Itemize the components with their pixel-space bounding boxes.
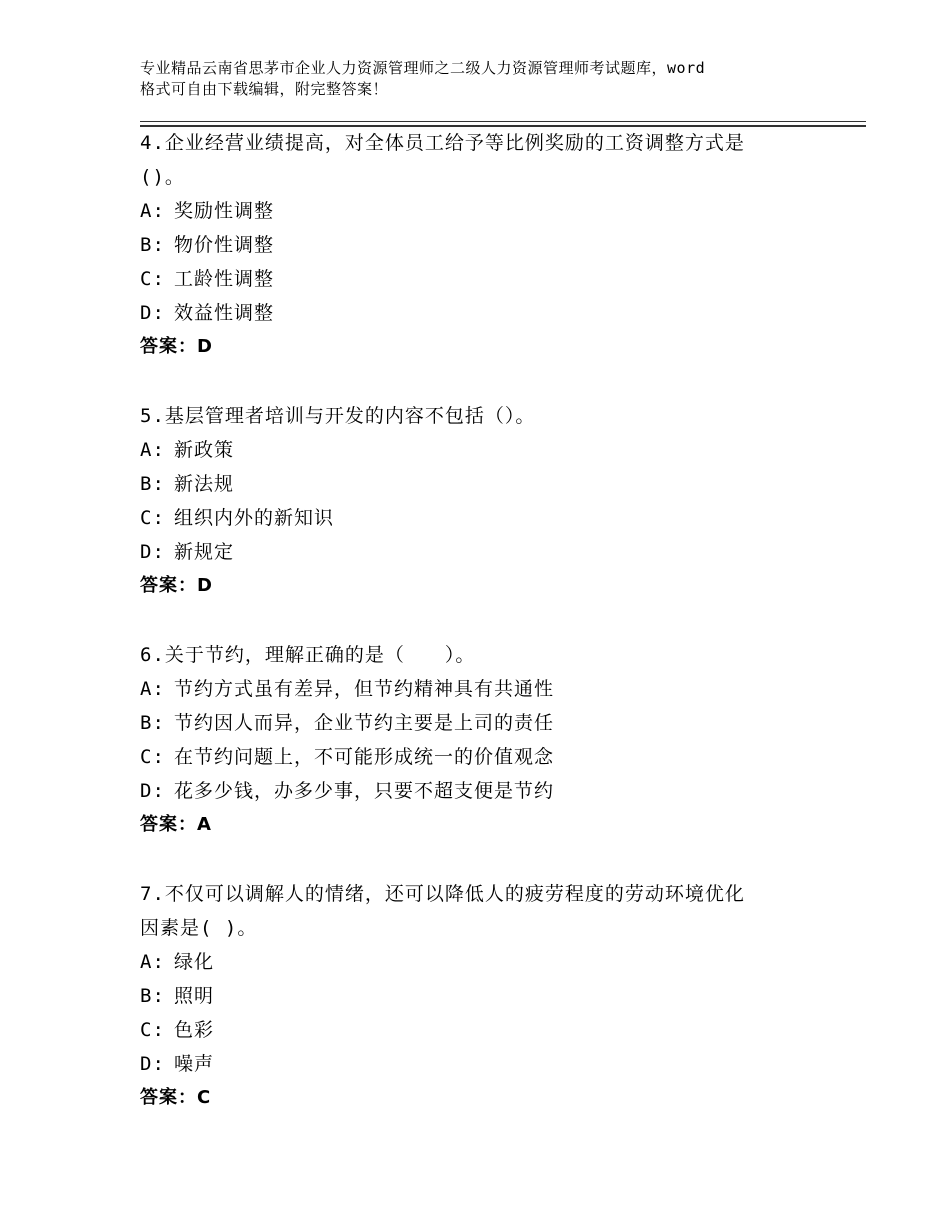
option-text: 物价性调整 <box>174 234 275 256</box>
option-key: C: <box>140 268 165 290</box>
option-d <box>140 774 860 808</box>
option-text: 噪声 <box>174 1053 215 1075</box>
option-text: 照明 <box>174 985 215 1007</box>
option-text: 节约方式虽有差异，但节约精神具有共通性 <box>174 678 555 700</box>
answer-label: 答案：D <box>140 575 213 596</box>
option-key: A: <box>140 200 165 222</box>
option-key: D: <box>140 780 165 802</box>
option-key: C: <box>140 507 165 529</box>
option-c <box>140 501 860 535</box>
option-key: B: <box>140 473 165 495</box>
option-a <box>140 672 860 706</box>
option-text: 色彩 <box>174 1019 215 1041</box>
option-a <box>140 433 860 467</box>
question-block <box>140 877 860 1115</box>
option-text: 节约因人而异，企业节约主要是上司的责任 <box>174 712 555 734</box>
option-text: 效益性调整 <box>174 302 275 324</box>
question-block <box>140 399 860 603</box>
header-line-1: 专业精品云南省思茅市企业人力资源管理师之二级人力资源管理师考试题库，word <box>140 59 706 77</box>
option-text: 花多少钱，办多少事，只要不超支便是节约 <box>174 780 555 802</box>
option-a <box>140 945 860 979</box>
option-a <box>140 194 860 228</box>
answer-label: 答案：A <box>140 814 212 835</box>
option-text: 绿化 <box>174 951 215 973</box>
option-key: D: <box>140 302 165 324</box>
option-text: 工龄性调整 <box>174 268 275 290</box>
option-d <box>140 296 860 330</box>
question-stem-line: 4.企业经营业绩提高，对全体员工给予等比例奖励的工资调整方式是 <box>140 132 745 154</box>
answer-label: 答案：C <box>140 1087 212 1108</box>
option-text: 在节约问题上，不可能形成统一的价值观念 <box>174 746 555 768</box>
header-line-2: 格式可自由下载编辑，附完整答案！ <box>140 80 389 98</box>
option-key: A: <box>140 439 165 461</box>
option-d <box>140 535 860 569</box>
document-header <box>140 58 830 100</box>
option-b <box>140 706 860 740</box>
question-stem-line: 5.基层管理者培训与开发的内容不包括（）。 <box>140 405 536 427</box>
option-key: B: <box>140 234 165 256</box>
option-key: A: <box>140 678 165 700</box>
option-key: D: <box>140 541 165 563</box>
option-key: C: <box>140 746 165 768</box>
option-d <box>140 1047 860 1081</box>
header-divider-thin <box>140 121 866 122</box>
question-stem-line: ()。 <box>140 166 185 188</box>
option-key: A: <box>140 951 165 973</box>
option-b <box>140 228 860 262</box>
option-key: C: <box>140 1019 165 1041</box>
option-key: D: <box>140 1053 165 1075</box>
question-stem-line: 因素是( )。 <box>140 917 258 939</box>
option-b <box>140 467 860 501</box>
option-key: B: <box>140 985 165 1007</box>
question-block <box>140 638 860 842</box>
option-c <box>140 1013 860 1047</box>
option-text: 奖励性调整 <box>174 200 275 222</box>
option-c <box>140 740 860 774</box>
question-block <box>140 126 860 364</box>
option-c <box>140 262 860 296</box>
option-b <box>140 979 860 1013</box>
option-text: 新规定 <box>174 541 235 563</box>
question-stem-line: 7.不仅可以调解人的情绪，还可以降低人的疲劳程度的劳动环境优化 <box>140 883 745 905</box>
option-text: 新政策 <box>174 439 235 461</box>
option-key: B: <box>140 712 165 734</box>
option-text: 组织内外的新知识 <box>174 507 335 529</box>
question-stem-line: 6.关于节约，理解正确的是（ ）。 <box>140 644 476 666</box>
option-text: 新法规 <box>174 473 235 495</box>
answer-label: 答案：D <box>140 336 213 357</box>
